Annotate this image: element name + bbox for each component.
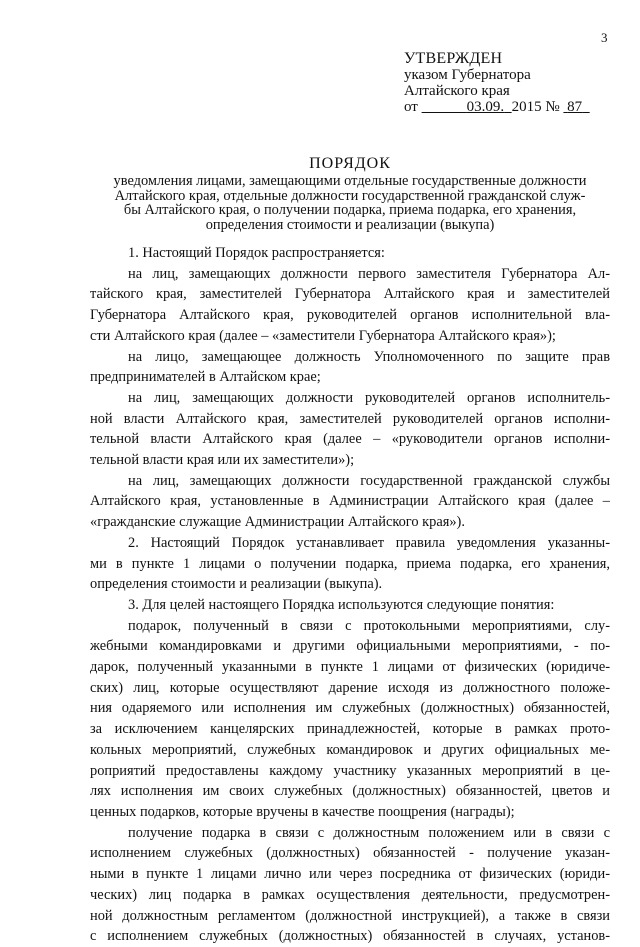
body-line: ценных подарков, которые вручены в качестве поощрения (награды); bbox=[90, 803, 515, 820]
approval-date-field bbox=[422, 99, 512, 115]
document-subtitle-line: бы Алтайского края, о получении подарка, приема подарка, его хранения, bbox=[123, 202, 577, 218]
body-line: ми в пункте 1 лицами о получении подарка, приема подарка, его хранения, bbox=[90, 555, 610, 572]
document-body bbox=[90, 243, 610, 947]
document-title-block bbox=[90, 155, 610, 232]
body-line: лях исполнения им своих служебных (должностных) обязанностей, цветов и bbox=[90, 783, 610, 800]
body-line: на лицо, замещающее должность Уполномоченного по защите прав bbox=[128, 348, 610, 365]
body-line: подарок, полученный в связи с протокольными мероприятиями, слу- bbox=[128, 617, 610, 634]
approval-from-label: от bbox=[404, 99, 418, 115]
approval-by-line: указом Губернатора bbox=[404, 67, 531, 83]
body-line: ной власти Алтайского края, заместителей руководителей органов исполни- bbox=[90, 410, 610, 427]
body-line: кольных мероприятий, служебных командировок и других официальных ме- bbox=[90, 741, 610, 758]
approval-number-field bbox=[563, 99, 589, 115]
body-line: на лиц, замещающих должности руководителей органов исполнитель- bbox=[128, 389, 610, 406]
body-line: ными в пункте 1 лицами лично или через посредника от физических (юриди- bbox=[90, 866, 610, 883]
body-line: определения стоимости и реализации (выкупа). bbox=[90, 576, 383, 593]
body-line: сти Алтайского края (далее – «заместители Губернатора Алтайского края»); bbox=[90, 327, 556, 344]
document-subtitle-line: определения стоимости и реализации (выкупа) bbox=[205, 216, 495, 233]
body-line: исполнением служебных (должностных) обязанностей - получение указан- bbox=[90, 845, 610, 862]
body-line: роприятий предоставлены каждому участнику указанных мероприятий в це- bbox=[90, 762, 610, 779]
body-line: ческих) лиц подарка в рамках осуществления деятельности, предусмотрен- bbox=[90, 886, 610, 903]
body-line: 3. Для целей настоящего Порядка используются следующие понятия: bbox=[128, 596, 555, 613]
body-line: с исполнением служебных (должностных) обязанностей в случаях, установ- bbox=[90, 928, 610, 945]
body-line: Губернатора Алтайского края, руководителей органов исполнительной вла- bbox=[90, 307, 610, 324]
approval-number: 87 bbox=[567, 99, 583, 115]
document-title: ПОРЯДОК bbox=[309, 155, 391, 172]
body-line: тельной власти края или их заместители»); bbox=[90, 452, 355, 469]
body-line: предпринимателей в Алтайском крае; bbox=[90, 369, 321, 386]
approval-region-line: Алтайского края bbox=[404, 83, 510, 99]
body-line: ния одаряемого или исполнения им служебных (должностных) обязанностей, bbox=[90, 700, 610, 717]
approval-year: 2015 bbox=[511, 99, 542, 115]
approval-date: 03.09. bbox=[466, 99, 505, 115]
body-line: дарок, полученный указанными в пункте 1 лицами от физических (юридиче- bbox=[90, 659, 610, 676]
body-line: получение подарка в связи с должностным положением или в связи с bbox=[128, 824, 610, 841]
body-line: на лиц, замещающих должности государственной гражданской службы bbox=[128, 472, 610, 489]
body-line: 2. Настоящий Порядок устанавливает правила уведомления указанны- bbox=[128, 534, 610, 551]
approval-number-label: № bbox=[545, 99, 560, 115]
body-line: ной должностным регламентом (должностной инструкцией), а также в связи bbox=[90, 907, 610, 924]
document-subtitle-line: уведомления лицами, замещающими отдельные государственные должности bbox=[113, 173, 587, 189]
body-line: тайского края, заместителей Губернатора Алтайского края и заместителей bbox=[90, 286, 610, 303]
approval-heading: УТВЕРЖДЕН bbox=[404, 50, 503, 67]
approval-stamp bbox=[404, 51, 590, 115]
approval-date-line bbox=[404, 99, 590, 115]
body-line: ских) лиц, которые осуществляют дарение исходя из должностного положе- bbox=[90, 679, 610, 696]
body-line: тельной власти Алтайского края (далее – «руководители органов исполни- bbox=[90, 431, 610, 448]
body-line: 1. Настоящий Порядок распространяется: bbox=[128, 245, 385, 261]
body-line: Алтайского края, установленные в Администрации Алтайского края (далее – bbox=[90, 493, 610, 510]
body-line: жебными командировками и другими официальными мероприятиями, - по- bbox=[90, 638, 610, 655]
page-number: 3 bbox=[601, 30, 608, 45]
body-line: на лиц, замещающих должности первого заместителя Губернатора Ал- bbox=[128, 265, 610, 282]
document-subtitle-line: Алтайского края, отдельные должности государственной гражданской служ- bbox=[114, 187, 586, 204]
body-line: за исключением канцелярских принадлежностей, которые в рамках прото- bbox=[90, 721, 610, 738]
body-line: «гражданские служащие Администрации Алтайского края»). bbox=[90, 514, 465, 531]
